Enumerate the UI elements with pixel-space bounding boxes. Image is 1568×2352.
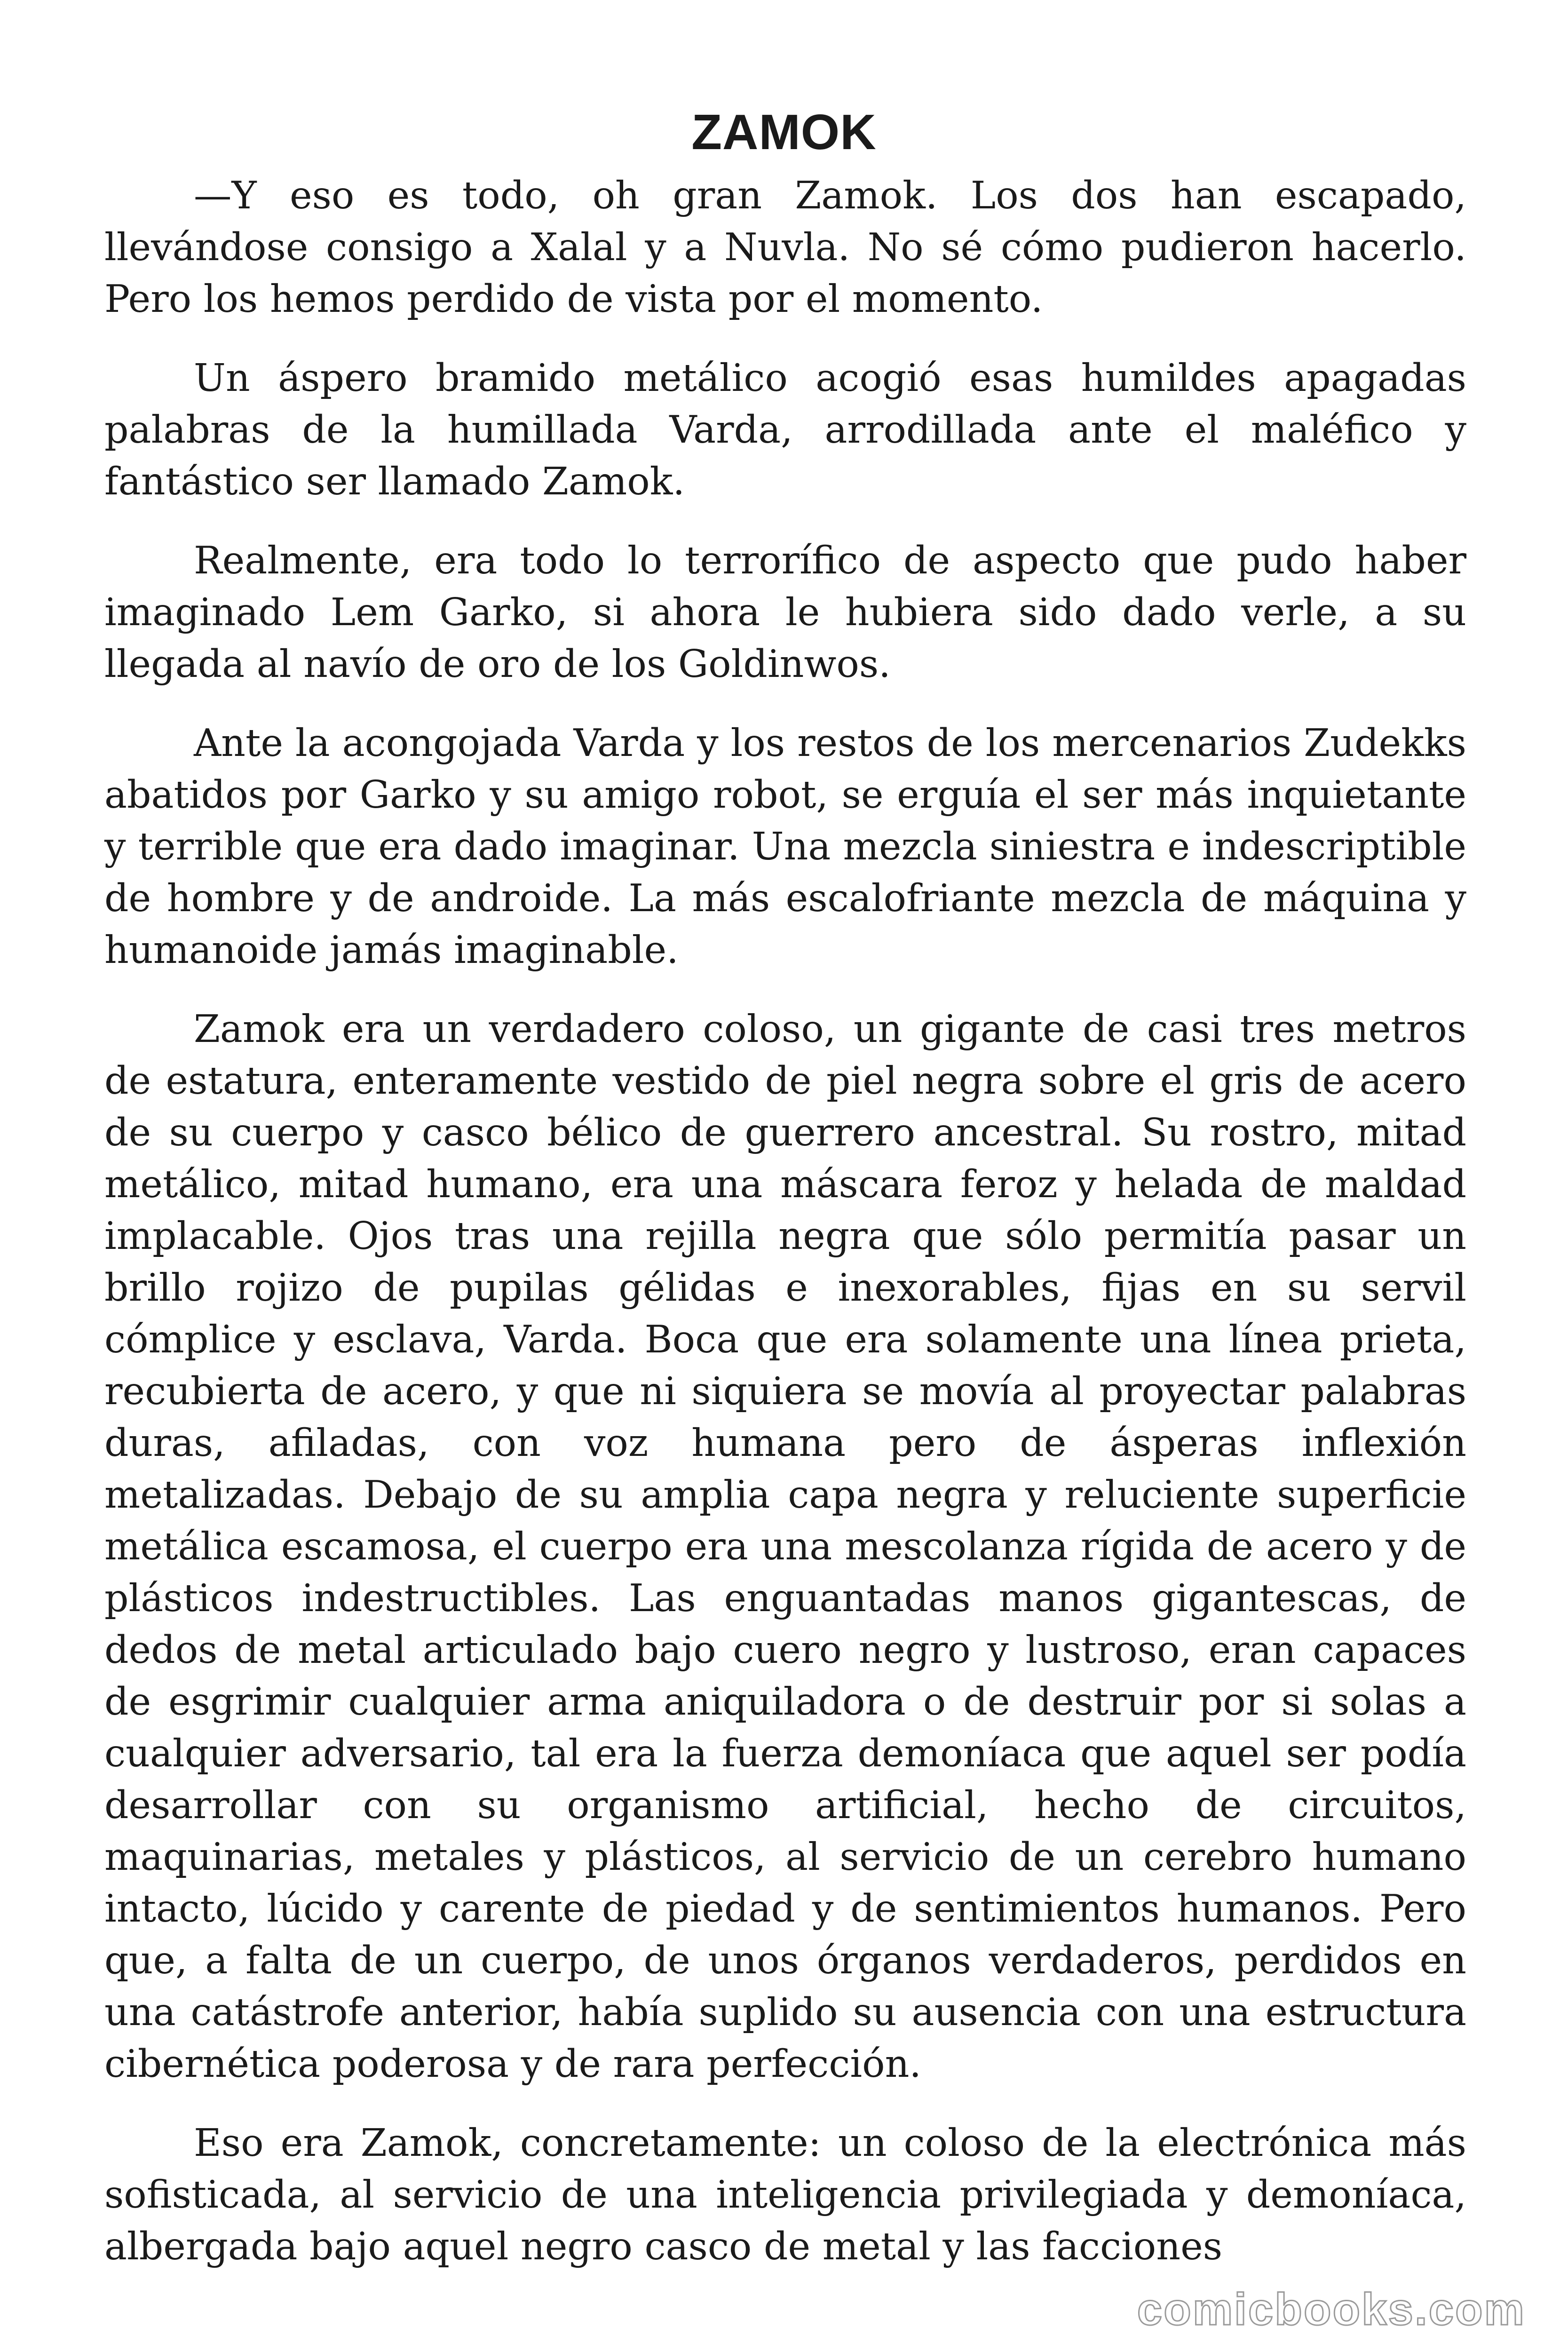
paragraph: Zamok era un verdadero coloso, un gigante de casi tres metros de estatura, enteramente vestido de piel negra sobre el gris de acero de su cuerpo y casco bélico de guerrero ancestral. Su rostro, mitad metálico, mitad humano, era una máscara feroz y helada de maldad implacable. Ojos tras una rejilla negra que sólo permitía pasar un brillo rojizo de pupilas gélidas e inexorables, fijas en su servil cómplice y esclava, Varda. Boca que era solamente una línea prieta, recubierta de acero, y que ni siquiera se movía al proyectar palabras duras, afiladas, con voz humana pero de ásperas inflexión metalizadas. Debajo de su amplia capa negra y reluciente superficie metálica escamosa, el cuerpo era una mescolanza rígida de acero y de plásticos indestructibles. Las enguantadas manos gigantescas, de dedos de metal articulado bajo cuero negro y lustroso, eran capaces de esgrimir cualquier arma aniquiladora o de destruir por si solas a cualquier adversario, tal era la fuerza demoníaca que aquel ser podía desarrollar con su organismo artificial, hecho de circuitos, maquinarias, metales y plásticos, al servicio de un cerebro humano intacto, lúcido y carente de piedad y de sentimientos humanos. Pero que, a falta de un cuerpo, de unos órganos verdaderos, perdidos en una catástrofe anterior, había suplido su ausencia con una estructura cibernética poderosa y de rara perfección. xyxy=(104,1007,1466,2086)
paragraph: Un áspero bramido metálico acogió esas humildes apagadas palabras de la humillada Varda, arrodillada ante el maléfico y fantástico ser llamado Zamok. xyxy=(104,356,1466,503)
paragraph: —Y eso es todo, oh gran Zamok. Los dos han escapado, llevándose consigo a Xalal y a Nuvla. No sé cómo pudieron hacerlo. Pero los hemos perdido de vista por el momento. xyxy=(104,173,1466,321)
paragraph: Realmente, era todo lo terrorífico de aspecto que pudo haber imaginado Lem Garko, si ahora le hubiera sido dado verle, a su llegada al navío de oro de los Goldinwos. xyxy=(104,538,1466,686)
body-text xyxy=(104,169,1466,2299)
paragraph: Eso era Zamok, concretamente: un coloso de la electrónica más sofisticada, al servicio de una inteligencia privilegiada y demoníaca, albergada bajo aquel negro casco de metal y las facciones xyxy=(104,2121,1466,2268)
chapter-title: ZAMOK xyxy=(691,104,877,160)
watermark: comicbooks.com xyxy=(1137,2284,1526,2335)
paragraph: Ante la acongojada Varda y los restos de los mercenarios Zudekks abatidos por Garko y su amigo robot, se erguía el ser más inquietante y terrible que era dado imaginar. Una mezcla siniestra e indescriptible de hombre y de androide. La más escalofriante mezcla de máquina y humanoide jamás imaginable. xyxy=(104,721,1466,972)
